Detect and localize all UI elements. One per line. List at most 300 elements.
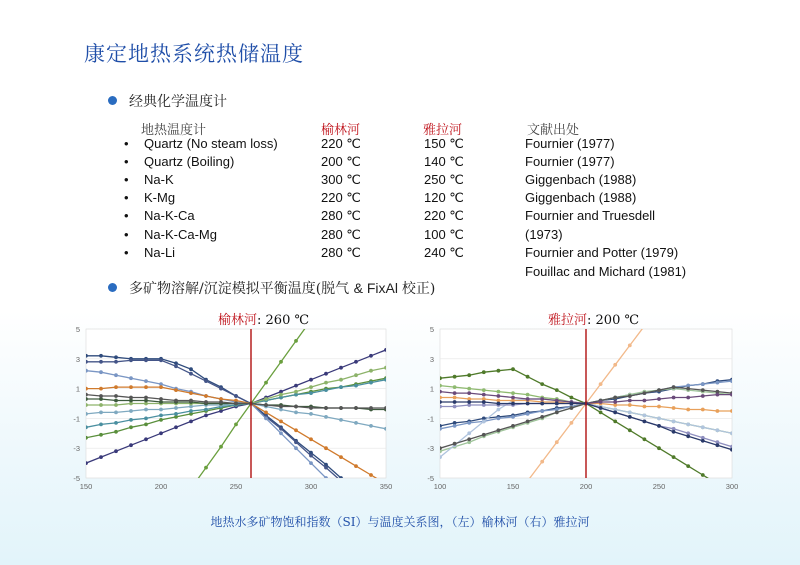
right-chart-data-point	[438, 400, 442, 404]
row-t1: 280 ℃	[321, 245, 361, 260]
right-chart-data-point	[540, 460, 544, 464]
right-chart-data-point	[672, 385, 676, 389]
left-chart-data-point	[264, 403, 268, 407]
right-chart-data-point	[482, 370, 486, 374]
right-chart-data-point	[672, 396, 676, 400]
left-chart-data-point	[339, 479, 343, 483]
left-chart-data-point	[369, 424, 373, 428]
left-chart-data-point	[84, 393, 88, 397]
left-chart-data-point	[114, 355, 118, 359]
left-chart-data-point	[309, 461, 313, 465]
left-chart-data-point	[174, 406, 178, 410]
right-chart-xtick-label: 250	[652, 482, 666, 491]
left-chart-data-point	[84, 403, 88, 407]
right-chart-data-point	[511, 424, 515, 428]
right-chart-data-point	[672, 420, 676, 424]
left-chart-data-point	[204, 400, 208, 404]
left-chart-data-point	[84, 369, 88, 373]
right-chart-data-point	[438, 384, 442, 388]
left-chart-data-point	[279, 427, 283, 431]
left-chart-data-point	[294, 390, 298, 394]
left-chart-data-point	[114, 373, 118, 377]
left-chart-data-point	[339, 406, 343, 410]
right-chart-data-point	[716, 381, 720, 385]
left-chart-data-point	[339, 385, 343, 389]
right-chart-data-point	[599, 406, 603, 410]
left-chart-data-point	[324, 476, 328, 480]
left-chart-data-point	[174, 425, 178, 429]
header-method: 地热温度计	[141, 123, 207, 138]
right-chart-data-point	[657, 388, 661, 392]
right-chart-data-point	[526, 397, 530, 401]
right-chart-data-point	[628, 428, 632, 432]
right-chart-site: 雅拉河	[548, 313, 588, 328]
right-chart-ytick-label: -3	[427, 444, 434, 454]
right-chart-data-point	[613, 396, 617, 400]
left-chart-data-point	[144, 385, 148, 389]
left-chart-ytick-label: -1	[73, 414, 80, 424]
right-chart-data-point	[526, 479, 530, 483]
left-chart-data-point	[99, 370, 103, 374]
right-chart-data-point	[613, 411, 617, 415]
left-chart-data-point	[84, 436, 88, 440]
left-chart-data-point	[339, 491, 343, 492]
right-chart-data-point	[628, 411, 632, 415]
left-chart-data-point	[294, 428, 298, 432]
right-chart-data-point	[628, 399, 632, 403]
left-chart-data-point	[354, 373, 358, 377]
right-chart-data-point	[540, 382, 544, 386]
section-label: 经典化学温度计	[129, 94, 227, 110]
right-chart-ytick-label: -1	[427, 414, 434, 424]
left-chart-data-point	[264, 397, 268, 401]
right-chart-data-point	[643, 437, 647, 441]
right-chart-data-point	[438, 390, 442, 394]
right-chart-data-point	[438, 376, 442, 380]
left-chart-data-point	[324, 388, 328, 392]
left-chart-data-point	[114, 360, 118, 364]
left-chart-data-point	[324, 466, 328, 470]
left-chart-data-point	[384, 427, 388, 431]
row-ref: Fournier (1977)	[525, 136, 615, 151]
right-chart-data-point	[482, 420, 486, 424]
left-chart-xtick-label: 150	[79, 482, 93, 491]
left-chart-data-point	[174, 412, 178, 416]
left-chart-xtick-label: 200	[154, 482, 168, 491]
right-chart-data-point	[613, 363, 617, 367]
left-chart-data-point	[99, 394, 103, 398]
right-chart-xtick-label: 100	[433, 482, 447, 491]
left-chart-data-point	[84, 425, 88, 429]
right-chart-data-point	[511, 402, 515, 406]
left-chart-data-point	[114, 421, 118, 425]
left-chart-data-point	[264, 381, 268, 385]
row-method: Na-K-Ca-Mg	[144, 227, 217, 242]
left-chart-data-point	[234, 394, 238, 398]
left-chart-data-point	[279, 405, 283, 409]
right-chart-data-point	[511, 396, 515, 400]
left-chart-data-point	[99, 433, 103, 437]
left-chart-data-point	[294, 384, 298, 388]
left-chart-data-point	[129, 418, 133, 422]
left-chart-data-point	[189, 367, 193, 371]
header-site1: 榆林河	[321, 123, 361, 138]
row-t2: 100 ℃	[424, 227, 464, 242]
right-chart-data-point	[438, 427, 442, 431]
right-chart-data-point	[467, 387, 471, 391]
section2-mid: FixAl	[362, 280, 402, 296]
right-chart-data-point	[467, 373, 471, 377]
right-chart-data-point	[643, 414, 647, 418]
right-chart-data-point	[686, 387, 690, 391]
right-chart-data-point	[570, 402, 574, 406]
row-bullet: •	[124, 208, 129, 223]
right-chart-data-point	[657, 424, 661, 428]
left-chart-data-point	[99, 360, 103, 364]
right-chart-data-point	[453, 385, 457, 389]
left-chart-data-point	[204, 414, 208, 418]
right-chart-data-point	[599, 411, 603, 415]
left-chart-data-point	[219, 400, 223, 404]
right-chart-data-point	[467, 431, 471, 435]
right-chart-data-point	[482, 393, 486, 397]
right-chart-data-point	[716, 482, 720, 486]
left-chart-data-point	[129, 443, 133, 447]
left-chart-data-point	[129, 358, 133, 362]
left-chart-data-point	[279, 393, 283, 397]
left-chart-data-point	[354, 464, 358, 468]
header-reference: 文献出处	[527, 123, 580, 138]
bullet-dot-icon	[108, 96, 117, 105]
left-chart-data-point	[354, 488, 358, 492]
right-chart-data-point	[672, 430, 676, 434]
left-chart-data-point	[309, 391, 313, 395]
left-chart-ytick-label: 5	[75, 325, 80, 334]
left-chart-data-point	[189, 487, 193, 491]
left-chart-data-point	[309, 385, 313, 389]
right-chart-data-point	[511, 367, 515, 371]
right-chart-data-point	[730, 431, 734, 435]
left-chart-data-point	[354, 360, 358, 364]
right-chart-data-point	[438, 446, 442, 450]
right-chart-data-point	[467, 391, 471, 395]
left-chart-data-point	[144, 396, 148, 400]
left-chart-data-point	[384, 378, 388, 382]
left-chart-data-point	[159, 358, 163, 362]
row-ref: Giggenbach (1988)	[525, 172, 637, 187]
right-chart-data-point	[526, 412, 530, 416]
left-chart-site: 榆林河	[218, 313, 258, 328]
left-chart-data-point	[144, 417, 148, 421]
right-chart-data-point	[701, 382, 705, 386]
slide-title: 康定地热系统热储温度	[84, 42, 304, 66]
left-chart-data-point	[159, 408, 163, 412]
left-chart-data-point	[114, 430, 118, 434]
left-chart-data-point	[354, 421, 358, 425]
left-chart-data-point	[369, 473, 373, 477]
left-chart-data-point	[189, 420, 193, 424]
right-chart-data-point	[467, 421, 471, 425]
left-chart-data-point	[354, 406, 358, 410]
left-chart-data-point	[99, 411, 103, 415]
right-chart-data-point	[701, 439, 705, 443]
right-chart-data-point	[570, 406, 574, 410]
row-method: Na-K-Ca	[144, 208, 195, 223]
left-chart-data-point	[279, 420, 283, 424]
right-chart-data-point	[730, 393, 734, 397]
right-chart-data-point	[716, 393, 720, 397]
row-t1: 300 ℃	[321, 172, 361, 187]
right-chart-data-point	[438, 405, 442, 409]
left-chart-data-point	[294, 440, 298, 444]
section2-amp: &	[353, 280, 363, 296]
right-chart-data-point	[482, 400, 486, 404]
right-chart-data-point	[453, 442, 457, 446]
right-chart-data-point	[716, 443, 720, 447]
left-chart-data-point	[324, 415, 328, 419]
left-chart-data-point	[309, 378, 313, 382]
right-chart-data-point	[716, 409, 720, 413]
right-chart-data-point	[497, 408, 501, 412]
row-ref: Giggenbach (1988)	[525, 190, 637, 205]
right-si-chart	[416, 322, 738, 492]
right-chart-data-point	[526, 402, 530, 406]
left-chart-data-point	[84, 387, 88, 391]
right-chart-data-point	[701, 425, 705, 429]
row-method: Na-K	[144, 172, 174, 187]
right-chart-data-point	[643, 420, 647, 424]
right-chart-data-point	[453, 375, 457, 379]
left-chart-ytick-label: 1	[75, 384, 80, 394]
right-chart-data-point	[686, 408, 690, 412]
bullet-dot-icon	[108, 283, 117, 292]
left-chart-data-point	[204, 379, 208, 383]
row-bullet: •	[124, 227, 129, 242]
right-chart-data-point	[540, 415, 544, 419]
section2-prefix: 多矿物溶解/沉淀模拟平衡温度(脱气	[129, 281, 354, 297]
left-chart-data-point	[114, 385, 118, 389]
left-chart-data-point	[189, 399, 193, 403]
right-chart-data-point	[526, 375, 530, 379]
right-chart-data-point	[599, 400, 603, 404]
right-chart-ytick-label: 5	[429, 325, 434, 334]
right-chart-data-point	[701, 388, 705, 392]
row-method: K-Mg	[144, 190, 176, 205]
right-chart-data-point	[555, 440, 559, 444]
left-chart-data-point	[159, 414, 163, 418]
left-chart-data-point	[99, 423, 103, 427]
right-chart-data-point	[497, 390, 501, 394]
right-chart-ytick-label: 1	[429, 384, 434, 394]
left-chart-data-point	[129, 385, 133, 389]
right-chart-data-point	[657, 397, 661, 401]
left-chart-data-point	[84, 397, 88, 401]
right-chart-data-point	[701, 473, 705, 477]
right-chart-data-point	[453, 400, 457, 404]
left-chart-data-point	[309, 454, 313, 458]
right-chart-data-point	[643, 405, 647, 409]
figure-caption: 地热水多矿物饱和指数（SI）与温度关系图，（左）榆林河（右）雅拉河	[210, 515, 590, 529]
right-chart-data-point	[628, 394, 632, 398]
right-chart-data-point	[540, 409, 544, 413]
right-chart-xtick-label: 150	[506, 482, 520, 491]
left-chart-data-point	[84, 354, 88, 358]
left-chart-data-point	[99, 455, 103, 459]
row-t1: 220 ℃	[321, 136, 361, 151]
left-chart-data-point	[189, 391, 193, 395]
left-chart-data-point	[174, 364, 178, 368]
right-chart-data-point	[613, 400, 617, 404]
right-chart-data-point	[511, 391, 515, 395]
left-chart-data-point	[189, 409, 193, 413]
row-t1: 280 ℃	[321, 208, 361, 223]
left-chart-data-point	[129, 425, 133, 429]
left-chart-data-point	[114, 411, 118, 415]
left-chart-data-point	[384, 366, 388, 370]
right-chart-data-point	[453, 424, 457, 428]
row-t2: 250 ℃	[424, 172, 464, 187]
right-chart-data-point	[730, 379, 734, 383]
left-chart-data-point	[114, 449, 118, 453]
right-chart-data-point	[657, 417, 661, 421]
left-chart-data-point	[99, 354, 103, 358]
right-chart-value: : 200 ℃	[587, 313, 640, 328]
right-chart-data-point	[686, 423, 690, 427]
left-chart-data-point	[264, 417, 268, 421]
left-chart-data-point	[339, 418, 343, 422]
left-chart-data-point	[339, 455, 343, 459]
left-chart-data-point	[369, 369, 373, 373]
left-chart-data-point	[204, 466, 208, 470]
right-chart-data-point	[570, 421, 574, 425]
left-chart-data-point	[99, 403, 103, 407]
right-chart-data-point	[453, 391, 457, 395]
left-chart-data-point	[114, 394, 118, 398]
left-chart-data-point	[144, 423, 148, 427]
right-chart-data-point	[716, 428, 720, 432]
right-chart-data-point	[482, 388, 486, 392]
right-chart-data-point	[657, 446, 661, 450]
left-chart-data-point	[294, 405, 298, 409]
right-chart-data-point	[613, 420, 617, 424]
right-chart-data-point	[643, 324, 647, 328]
row-ref: Fournier and Potter (1979)	[525, 245, 679, 260]
row-t1: 220 ℃	[321, 190, 361, 205]
right-chart-data-point	[599, 382, 603, 386]
right-chart-data-point	[438, 455, 442, 459]
left-chart-data-point	[144, 358, 148, 362]
right-chart-data-point	[497, 394, 501, 398]
left-chart-data-point	[324, 446, 328, 450]
left-chart-data-point	[279, 360, 283, 364]
right-chart-data-point	[730, 409, 734, 413]
right-chart-data-point	[453, 396, 457, 400]
left-chart-data-point	[294, 411, 298, 415]
left-chart-data-point	[144, 379, 148, 383]
left-chart-data-point	[309, 437, 313, 441]
left-chart-data-point	[159, 397, 163, 401]
row-method: Quartz (No steam loss)	[144, 136, 278, 151]
left-chart-xtick-label: 350	[379, 482, 392, 491]
left-chart-data-point	[369, 381, 373, 385]
right-chart-data-point	[497, 369, 501, 373]
left-chart-data-point	[129, 396, 133, 400]
left-chart-data-point	[384, 348, 388, 352]
right-chart-data-point	[526, 393, 530, 397]
row-bullet: •	[124, 136, 129, 151]
row-method: Na-Li	[144, 245, 176, 260]
right-chart-data-point	[730, 448, 734, 452]
right-chart-data-point	[628, 403, 632, 407]
left-chart-data-point	[114, 399, 118, 403]
left-chart-data-point	[189, 372, 193, 376]
row-t1: 280 ℃	[321, 227, 361, 242]
left-chart-data-point	[84, 360, 88, 364]
row-bullet: •	[124, 245, 129, 260]
left-chart-data-point	[114, 403, 118, 407]
right-chart-data-point	[497, 417, 501, 421]
left-chart-data-point	[264, 411, 268, 415]
left-chart-data-point	[129, 409, 133, 413]
right-chart-data-point	[555, 411, 559, 415]
right-chart-data-point	[570, 396, 574, 400]
right-chart-data-point	[438, 396, 442, 400]
left-chart-data-point	[159, 385, 163, 389]
right-chart-data-point	[526, 420, 530, 424]
left-chart-data-point	[234, 423, 238, 427]
left-chart-data-point	[144, 437, 148, 441]
left-chart-data-point	[159, 418, 163, 422]
right-chart-data-point	[701, 394, 705, 398]
left-chart-data-point	[324, 381, 328, 385]
left-chart-data-point	[354, 491, 358, 492]
row-t2: 150 ℃	[424, 136, 464, 151]
left-chart-ytick-label: -5	[73, 474, 80, 483]
left-chart-data-point	[294, 339, 298, 343]
right-chart-data-point	[540, 397, 544, 401]
left-chart-data-point	[84, 412, 88, 416]
left-chart-data-point	[339, 476, 343, 480]
right-chart-data-point	[672, 455, 676, 459]
left-chart-data-point	[204, 394, 208, 398]
header-site2: 雅拉河	[423, 123, 463, 138]
right-chart-data-point	[482, 433, 486, 437]
left-chart-data-point	[144, 408, 148, 412]
right-chart-data-point	[730, 491, 734, 492]
left-chart-data-point	[339, 366, 343, 370]
left-chart-data-point	[174, 399, 178, 403]
left-chart-data-point	[309, 406, 313, 410]
right-chart-data-point	[701, 408, 705, 412]
row-t2: 240 ℃	[424, 245, 464, 260]
left-chart-data-point	[279, 431, 283, 435]
section-classic-thermometers	[108, 91, 227, 111]
row-bullet: •	[124, 154, 129, 169]
left-chart-data-point	[294, 446, 298, 450]
left-chart-data-point	[204, 408, 208, 412]
right-chart-ytick-label: -5	[427, 474, 434, 483]
right-chart-data-point	[628, 344, 632, 348]
left-chart-ytick-label: 3	[75, 354, 80, 364]
left-chart-value: : 260 ℃	[257, 313, 310, 328]
left-chart-data-point	[84, 461, 88, 465]
row-ref: Fournier (1977)	[525, 154, 615, 169]
right-chart-data-point	[555, 402, 559, 406]
right-chart-data-point	[657, 405, 661, 409]
left-chart-data-point	[369, 354, 373, 358]
left-chart-data-point	[339, 378, 343, 382]
right-chart-data-point	[453, 405, 457, 409]
